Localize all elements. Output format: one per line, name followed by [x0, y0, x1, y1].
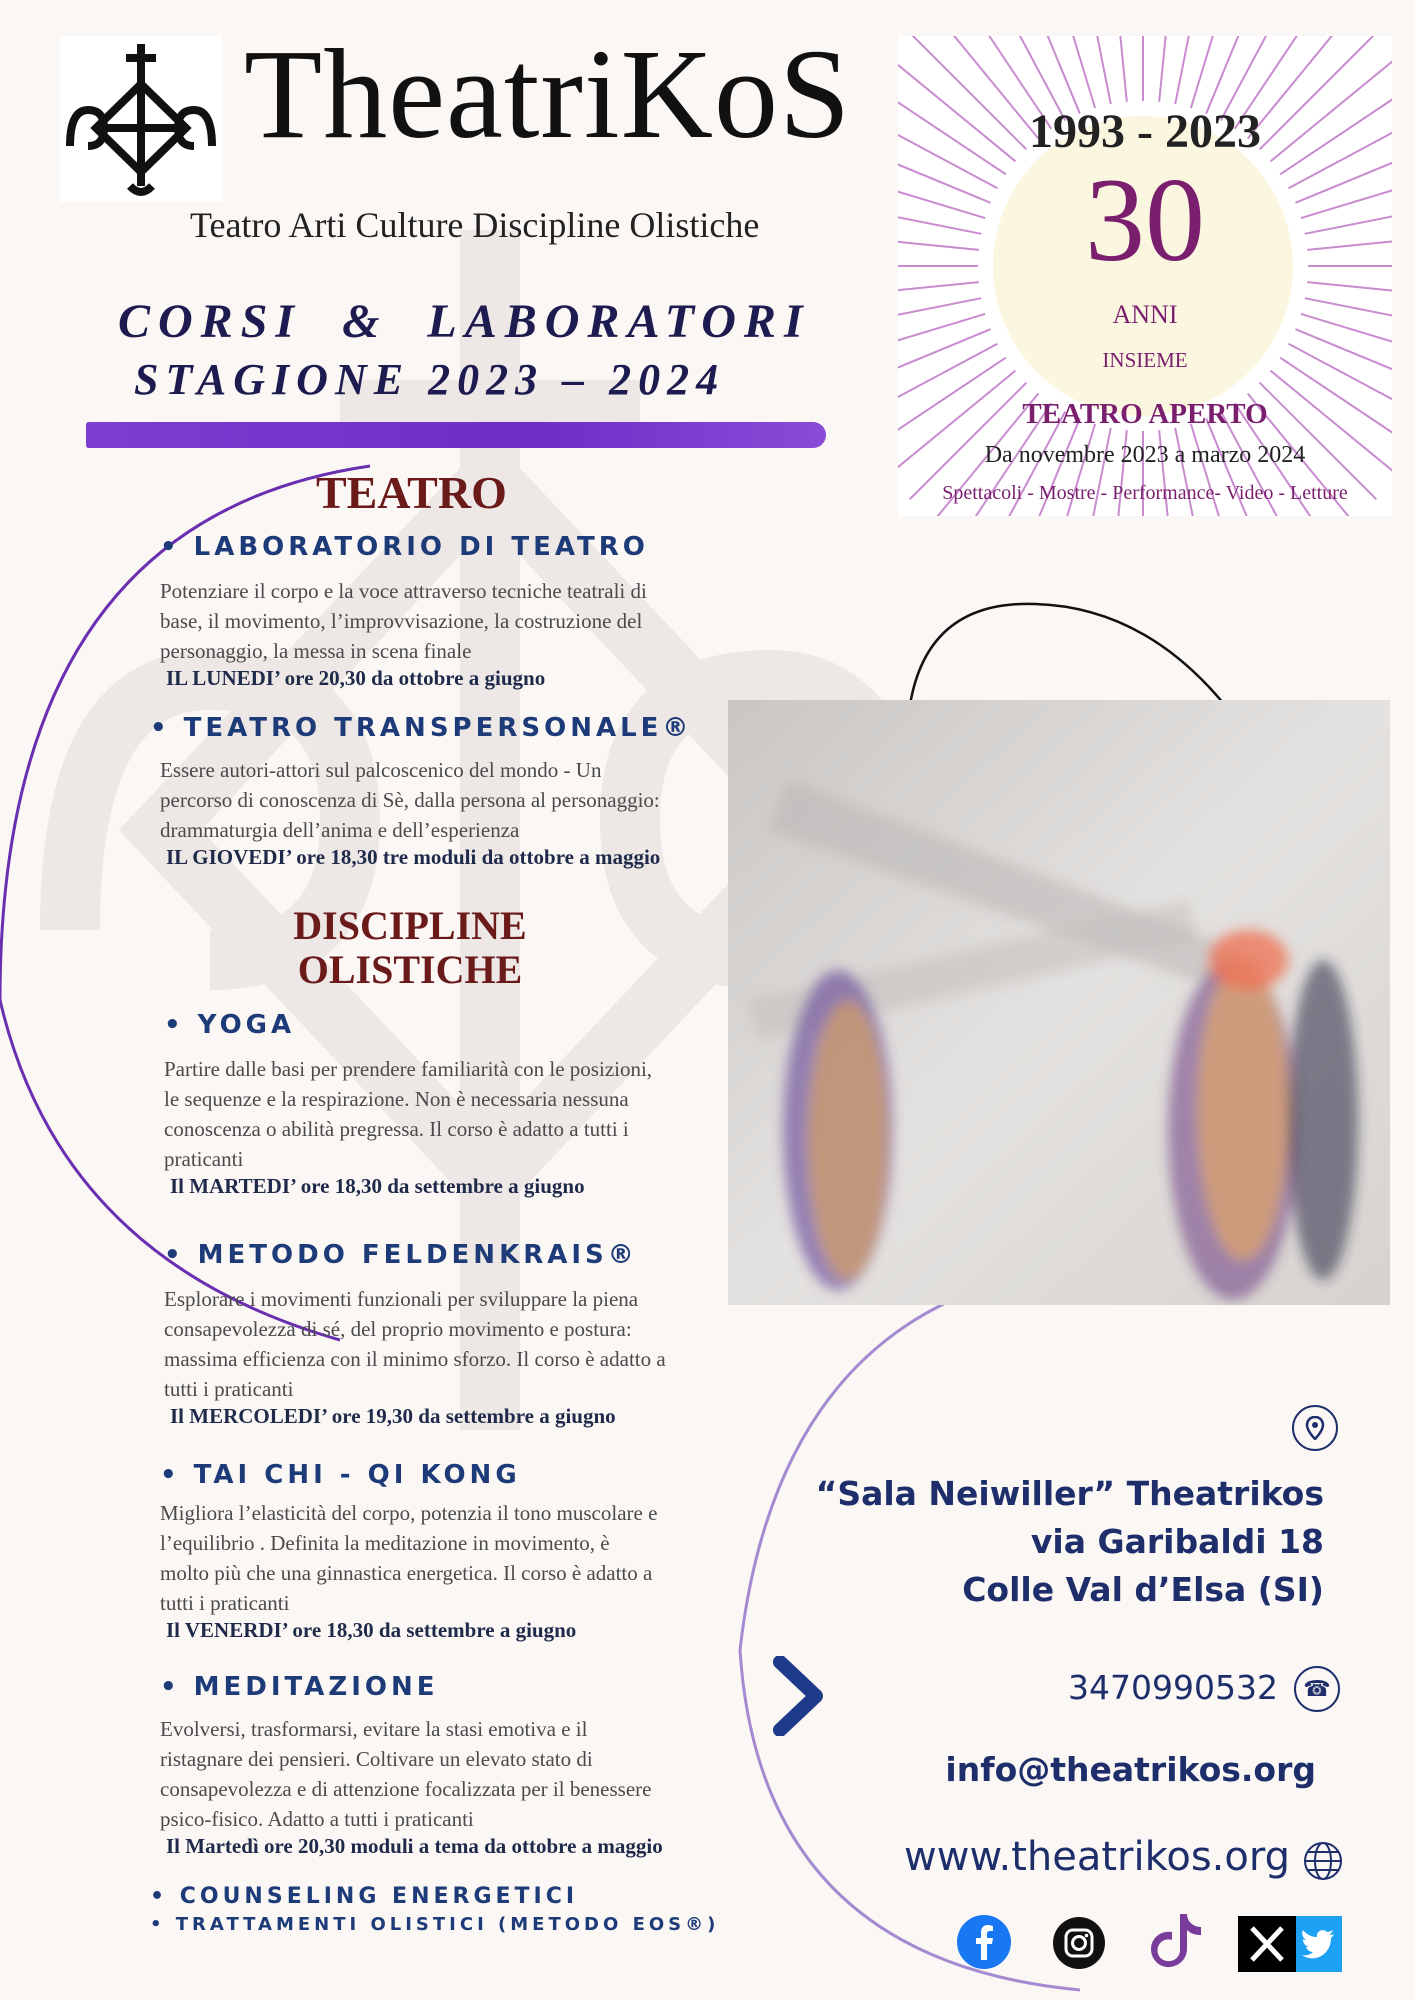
- section-heading-discipline-olistiche: DISCIPLINE OLISTICHE: [293, 903, 527, 992]
- course-description: Partire dalle basi per prendere familiarità con le posizioni, le sequenze e la respirazione. Non è necessaria nessuna conoscenza o abilità pregressa. Il corso è adatto a tutti i praticanti: [164, 1057, 653, 1171]
- facebook-icon[interactable]: [956, 1914, 1012, 1974]
- badge-dates: Da novembre 2023 a marzo 2024: [984, 442, 1306, 468]
- brand-name: TheatriKoS: [244, 23, 852, 165]
- instagram-icon[interactable]: [1052, 1916, 1106, 1974]
- email-link[interactable]: info@theatrikos.org: [945, 1750, 1316, 1789]
- title-underline-bar: [86, 422, 826, 448]
- venue-city: Colle Val d’Elsa (SI): [962, 1570, 1324, 1609]
- badge-number: 30: [1085, 153, 1205, 286]
- badge-events: Spettacoli - Mostre - Performance- Video - Letture: [942, 482, 1348, 504]
- course-schedule: Il MARTEDI’ ore 18,30 da settembre a giugno: [170, 1174, 585, 1198]
- page-title-line2: STAGIONE 2023 – 2024: [134, 355, 726, 404]
- course-schedule: Il VENERDI’ ore 18,30 da settembre a giugno: [166, 1618, 577, 1642]
- extra-trattamenti: • TRATTAMENTI OLISTICI (METODO EOS®): [150, 1914, 720, 1935]
- course-title: • TAI CHI - QI KONG: [160, 1460, 521, 1490]
- course-yoga: [164, 1010, 744, 1199]
- anniversary-badge: [898, 36, 1392, 516]
- page-title-line1: CORSI & LABORATORI: [118, 295, 811, 348]
- course-title: • LABORATORIO DI TEATRO: [160, 532, 649, 562]
- tagline: Teatro Arti Culture Discipline Olistiche: [190, 205, 760, 245]
- course-feldenkrais: [164, 1240, 744, 1429]
- course-title: • YOGA: [164, 1010, 296, 1040]
- venue-address: [816, 1470, 1324, 1614]
- course-description: Evolversi, trasformarsi, evitare la stasi emotiva e il ristagnare dei pensieri. Coltivare un elevato stato di consapevolezza e di attenzione focalizzata per il benessere psico-fisico. Adatto a tutti i praticanti: [160, 1717, 652, 1831]
- phone-icon: ☎: [1294, 1666, 1340, 1712]
- course-schedule: Il Martedì ore 20,30 moduli a tema da ottobre a maggio: [166, 1834, 663, 1858]
- venue-name: “Sala Neiwiller” Theatrikos: [815, 1474, 1324, 1513]
- location-pin-icon: [1292, 1405, 1338, 1451]
- theatrikos-symbol-icon: [60, 36, 222, 202]
- course-tai-chi: [160, 1460, 750, 1643]
- badge-insieme: INSIEME: [1102, 348, 1188, 372]
- theatrikos-logo: [60, 36, 222, 202]
- course-teatro-transpersonale: [150, 713, 750, 870]
- course-description: Potenziare il corpo e la voce attraverso tecniche teatrali di base, il movimento, l’improvvisazione, la costruzione del personaggio, la messa in scena finale: [160, 579, 647, 663]
- dance-performance-photo: [728, 700, 1390, 1305]
- x-icon[interactable]: [1238, 1916, 1296, 1976]
- venue-street: via Garibaldi 18: [1030, 1522, 1324, 1561]
- chevron-right-icon: [770, 1656, 830, 1740]
- course-schedule: Il MERCOLEDI’ ore 19,30 da settembre a giugno: [170, 1404, 616, 1428]
- course-laboratorio-teatro: [160, 532, 740, 691]
- course-schedule: IL LUNEDI’ ore 20,30 da ottobre a giugno: [166, 666, 546, 690]
- badge-title: TEATRO APERTO: [1022, 398, 1268, 430]
- course-meditazione: [160, 1672, 750, 1859]
- course-description: Essere autori-attori sul palcoscenico del mondo - Un percorso di conoscenza di Sè, dalla persona al personaggio: drammaturgia dell’anima e dell’esperienza: [160, 758, 660, 842]
- phone-number[interactable]: 3470990532: [1068, 1668, 1278, 1707]
- course-description: Migliora l’elasticità del corpo, potenzia il tono muscolare e l’equilibrio . Definita la meditazione in movimento, è molto più che una ginnastica energetica. Il corso è adatto a tutti i praticanti: [160, 1501, 658, 1615]
- course-description: Esplorare i movimenti funzionali per sviluppare la piena consapevolezza di sé, del proprio movimento e postura: massima efficienza con il minimo sforzo. Il corso è adatto a tutti i praticanti: [164, 1287, 666, 1401]
- website-link[interactable]: www.theatrikos.org: [904, 1834, 1290, 1880]
- extra-counseling: • COUNSELING ENERGETICI: [150, 1884, 579, 1909]
- tiktok-icon[interactable]: [1148, 1908, 1208, 1976]
- section-heading-teatro: TEATRO: [316, 467, 507, 518]
- twitter-icon[interactable]: [1296, 1916, 1342, 1976]
- globe-icon: [1302, 1840, 1344, 1886]
- course-title: • MEDITAZIONE: [160, 1672, 439, 1702]
- badge-years: 1993 - 2023: [1029, 105, 1261, 158]
- badge-anni: ANNI: [1112, 300, 1178, 329]
- course-schedule: IL GIOVEDI’ ore 18,30 tre moduli da ottobre a maggio: [166, 845, 661, 869]
- course-title: • METODO FELDENKRAIS®: [164, 1240, 638, 1270]
- course-title: • TEATRO TRANSPERSONALE®: [150, 713, 693, 743]
